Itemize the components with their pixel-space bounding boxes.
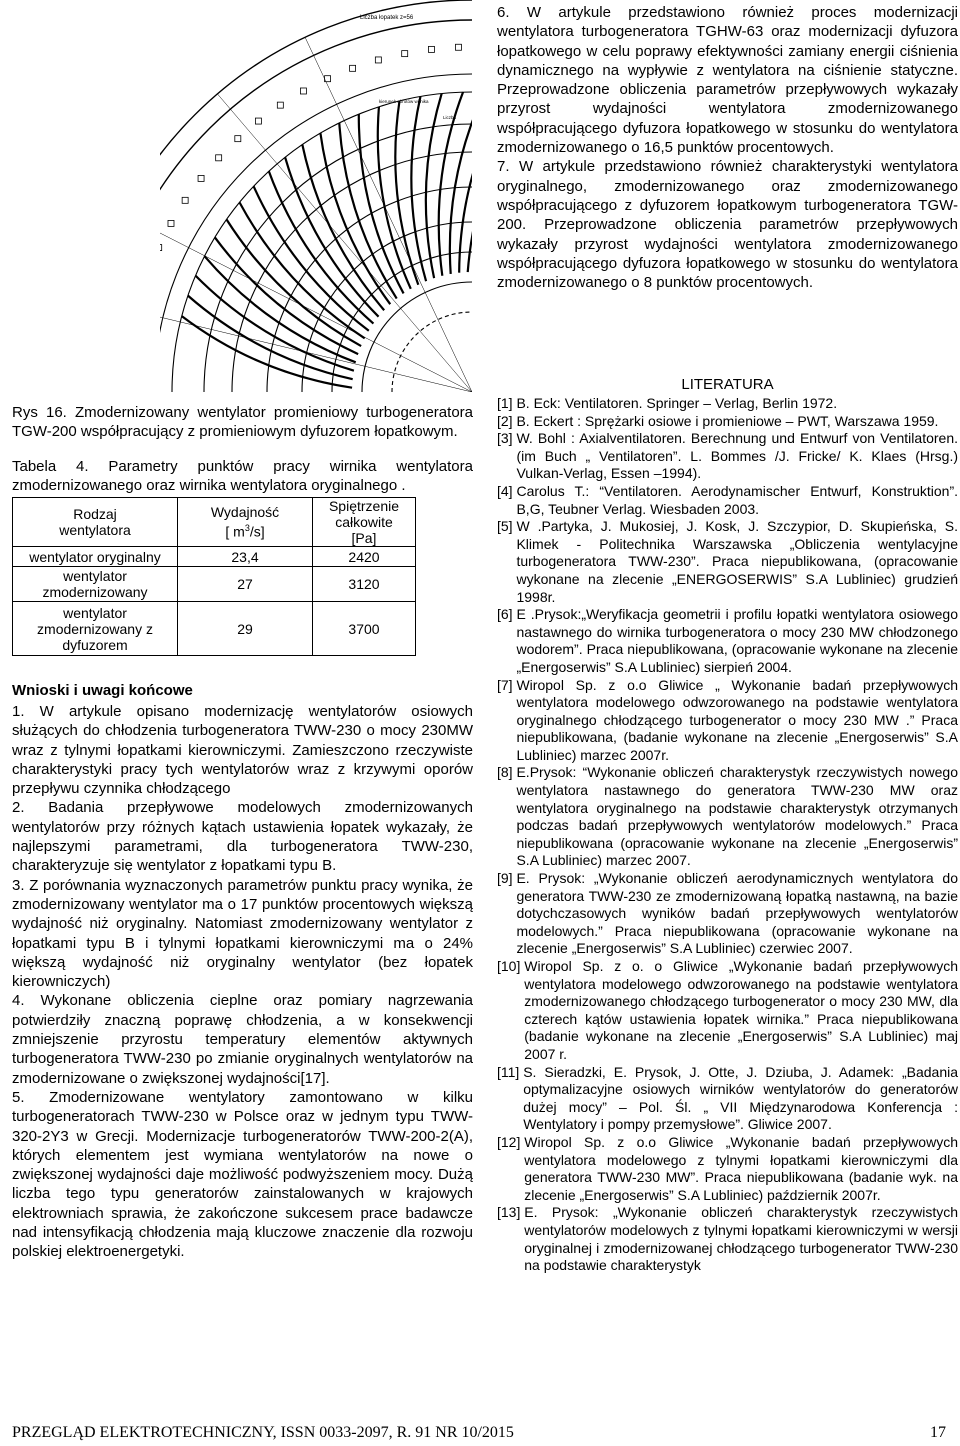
- right-column-conclusions: [497, 3, 958, 292]
- reference-number: [1]: [497, 395, 517, 411]
- figure-label-top: Liczba łopatek z=56: [360, 15, 414, 21]
- diffuser-blade: [302, 145, 384, 311]
- reference-text: S. Sieradzki, E. Prysok, J. Otte, J. Dziuba, J. Adamek: „Badania optymalizacyjne osiowych wirników wentylatorów do generatorów dużej mocy” – Pol. Śl. „ VII Międzynarodowa Konferencja : Wentylatory i pompy przemysłowe”. Gliwice 2007.: [523, 1063, 958, 1133]
- reference-text: E.Prysok: “Wykonanie obliczeń charakterystyk rzeczywistych nowego wentylatora nastawnego do generatora TWW-230 MW oraz wentylatora oryginalnego na podstawie charakterystyk otrzymanych podczas badań przepływowych wentylatorów modelowych.” Praca niepublikowana (opracowanie wykonane na zlecenie „Energoserwis” S.A Lubliniec) marzec 2007.: [516, 764, 958, 869]
- bolt-mark: [300, 88, 306, 94]
- dimension-line: [160, 300, 472, 392]
- reference-item: [497, 430, 958, 483]
- parameters-table: [12, 497, 416, 656]
- fan-diffuser-drawing: [160, 0, 472, 392]
- bolt-mark: [216, 155, 222, 161]
- page-number: 17: [930, 1424, 946, 1441]
- diffuser-blade: [254, 186, 369, 330]
- conclusions-list: [12, 702, 473, 1262]
- reference-number: [6]: [497, 606, 517, 623]
- reference-number: [11]: [497, 1063, 524, 1080]
- reference-text: W. Bohl : Axialventilatoren. Berechnung und Entwurf von Ventilatoren. (im Buch „ Ventilatoren”. L. Bommes /J. Fricke/ K. Klaes (Hrsg.) Vulkan-Verlag, Essen –1994).: [516, 430, 958, 482]
- bolt-mark: [198, 175, 204, 181]
- header-type: Rodzaj wentylatora: [13, 498, 178, 547]
- bolt-mark: [235, 136, 241, 142]
- table-caption: Tabela 4. Parametry punktów pracy wirnika wentylatora zmodernizowanego oraz wirnika wentylatora oryginalnego .: [12, 458, 473, 495]
- reference-number: [3]: [497, 430, 517, 447]
- bolt-mark: [277, 102, 283, 108]
- reference-text: Wiropol Sp. z o. o Gliwice „Wykonanie badań przepływowych wentylatora modelowego odwzorowanego na podstawie wentylatora zmodernizowanego chłodzącego turbogenerator o mocy 230 MW, dla czterech kątów ustawienia łopatek wirnika.” Praca niepublikowana (badanie wykonane na zlecenie „Energoserwis” S.A Lubliniec) maj 2007 r.: [524, 958, 958, 1062]
- conclusion-2: 2. Badania przepływowe modelowych zmodernizowanych wentylatorów przy różnych kątach ustawienia łopatek wykazały, że najlepszymi parametrami, dla turbogeneratora TWW-230, charakteryzuje się wentylator z łopatkami typu B.: [12, 799, 473, 875]
- dimension-line: [160, 214, 472, 392]
- reference-item: [497, 1134, 958, 1204]
- figure-caption: Rys 16. Zmodernizowany wentylator promieniowy turbogeneratora TGW-200 współpracujący z promieniowym dyfuzorem łopatkowym.: [12, 404, 473, 441]
- bolt-mark: [255, 118, 261, 124]
- diffuser-blade: [411, 96, 426, 281]
- reference-item: [497, 1064, 958, 1134]
- bolt-mark: [160, 245, 162, 251]
- reference-number: [9]: [497, 870, 517, 887]
- bolt-mark: [455, 44, 461, 50]
- table-row: wentylator zmodernizowany z dyfuzorem 29 3700: [13, 602, 416, 656]
- conclusion-3: 3. Z porównania wyznaczonych parametrów punktu pracy wynika, że zmodernizowany wentylator ma o 17 punktów procentowych większą wydajność niż oryginalny. Natomiast zmodernizowany wentylator z łopatkami typu B i tylnymi łopatkami kierowniczymi ma o 24% większą wydajność niż oryginalny wentylator (bez łopatek kierowniczych): [12, 876, 473, 991]
- reference-item: [497, 764, 958, 870]
- literature-heading: LITERATURA: [681, 376, 774, 393]
- reference-text: E. Prysok: „Wykonanie obliczeń aerodynamicznych wentylatora do generatora TWW-230 ze zmodernizowaną łopatką nastawną, na bazie dotychczasowych wyników badań przepływowych wentylatorów modelowych.” Praca niepublikowana (opracowanie wykonane na zlecenie „Energoserwis” S.A Lubliniec) czerwiec 2007.: [516, 870, 958, 957]
- diffuser-blade: [196, 276, 354, 371]
- reference-number: [4]: [497, 482, 517, 499]
- bolt-mark: [168, 220, 174, 226]
- references-list: [497, 395, 958, 1275]
- reference-item: [497, 1204, 958, 1274]
- reference-item: [497, 870, 958, 958]
- figure-label-rotation: kierunek obrotów wirnika: [379, 99, 429, 104]
- diffuser-arc: [362, 282, 472, 392]
- bolt-mark: [350, 65, 356, 71]
- reference-number: [5]: [497, 518, 517, 535]
- conclusion-1: 1. W artykule opisano modernizację wentylatorów osiowych służących do chłodzenia turbogeneratora TWW-230 o mocy 230MW wraz z tylnymi łopatkami kierowniczymi. Zamieszczono rzeczywiste charakterystyki pracy tych wentylatorów wraz z krzywymi oporów przepływu czynnika chłodzącego: [12, 703, 473, 798]
- conclusion-5: 5. Zmodernizowane wentylatory zamontowano w kilku turbogeneratorach TWW-230 w Polsce oraz w jednym typu TWW-320-2Y3 w Grecji. Modernizacje turbogeneratorów TWW-200-2(A), których elementem jest wymiana wentylatorów na nowe o zwiększonej wydajności daje możliwość podwyższeniem mocy. Dużą liczba tego typu generatorów zainstalowanych w krajowych elektrowniach sprawia, że zakończone sukcesem prace badawcze nad intensyfikacją chłodzenia mają kluczowe znaczenie dla rozwoju polskiej elektroenergetyki.: [12, 1088, 473, 1261]
- header-flow: Wydajność [ $m^3/s$]: [178, 498, 313, 547]
- reference-number: [8]: [497, 764, 517, 781]
- reference-text: Wiropol Sp. z o.o Gliwice „Wykonanie badań przepływowych wentylatora modelowego z tylnymi łopatkami kierowniczymi dla generatora TWW-230 MW”. Praca niepublikowana (badanie wyk. na zlecenie „Energoserwis” S.A Lubliniec) październik 2007r.: [524, 1133, 958, 1203]
- bolt-mark: [182, 197, 188, 203]
- diffuser-arc: [392, 312, 472, 392]
- table-header-row: [13, 498, 416, 547]
- bolt-mark: [375, 57, 381, 63]
- reference-text: Wiropol Sp. z o.o Gliwice „ Wykonanie badań przepływowych wentylatora modelowego odwzorowanego na podstawie wentylatora oryginalnego chłodzącego turbogenerator o mocy 230 MW .” Praca niepublikowana, (badanie wykonane na zlecenie „Energoserwis” S.A Lubliniec) marzec 2007r.: [516, 676, 958, 763]
- reference-item: [497, 395, 958, 413]
- reference-text: E. Prysok: „Wykonanie obliczeń charakterystyk rzeczywistych wentylatorów modelowych z tylnymi łopatkami kierowniczymi w wersji oryginalnej i zmodernizowanej chłodzącego turbogenerator TWW-230 na podstawie charakterystyk: [524, 1204, 958, 1274]
- journal-footer: PRZEGLĄD ELEKTROTECHNICZNY, ISSN 0033-2097, R. 91 NR 10/2015: [12, 1424, 514, 1441]
- figure-label-right: Liczba: [443, 115, 457, 120]
- table-row: wentylator oryginalny 23,4 2420: [13, 547, 416, 567]
- reference-item: [497, 606, 958, 676]
- reference-item: [497, 483, 958, 518]
- conclusions-heading: Wnioski i uwagi końcowe: [12, 682, 193, 699]
- reference-text: B. Eck: Ventilatoren. Springer – Verlag, Berlin 1972.: [516, 395, 838, 411]
- header-pressure: Spiętrzenie całkowite [Pa]: [313, 498, 416, 547]
- reference-number: [12]: [497, 1133, 525, 1150]
- diffuser-arc: [302, 222, 472, 392]
- reference-text: W .Partyka, J. Mukosiej, J. Kosk, J. Szczypior, D. Skupieńska, S. Klimek - Politechnika Warszawska „Obliczenia wentylacyjne turbogeneratora TWW-230”. Praca niepublikowana, (opracowanie wykonane na zlecenie „ENERGOSERWIS” S.A Lubliniec) grudzień 1998r.: [516, 518, 958, 605]
- reference-number: [10]: [497, 958, 525, 974]
- conclusion-7: 7. W artykule przedstawiono również charakterystyki wentylatora oryginalnego, zmodernizowanego oraz zmodernizowanego współpracującego z dyfuzorem łopatkowym turbogeneratora TGW-200. Przeprowadzone obliczenia parametrów przepływowych wykazały przyrost wydajności wentylatora zmodernizowanego współpracującego dyfuzora łopatkowego w stosunku do wentylatora zmodernizowanego o 8 punktów procentowych.: [497, 158, 958, 292]
- reference-item: [497, 413, 958, 431]
- conclusion-6: 6. W artykule przedstawiono również proces modernizacji wentylatora turbogeneratora TGHW-63 oraz modernizacji dyfuzora łopatkowego w celu poprawy efektywności zamiany energii ciśnienia dynamicznego na wypływie z wentylatora na ciśnienie statyczne. Przeprowadzone obliczenia parametrów przepływowych wykazały przyrost wydajności wentylatora zmodernizowanego współpracującego dyfuzora łopatkowego w stosunku do wentylatora zmodernizowanego o 16,5 punktów procentowych.: [497, 4, 958, 157]
- bolt-mark: [428, 46, 434, 52]
- reference-text: E .Prysok:„Weryfikacja geometrii i profilu łopatki wentylatora osiowego nastawnego do wirnika turbogeneratora o mocy 230 MW chłodzonego wodorem”. Praca niepublikowana, (opracowanie wykonane na zlecenie „Energoserwis” S.A Lubliniec) sierpień 2004.: [516, 606, 958, 675]
- reference-number: [13]: [497, 1204, 525, 1221]
- bolt-mark: [402, 51, 408, 57]
- reference-item: [497, 958, 958, 1064]
- reference-text: Carolus T.: “Ventilatoren. Aerodynamischer Entwurf, Konstruktion”. B,G, Teubner Verlag. Wiesbaden 2003.: [516, 482, 958, 517]
- reference-item: [497, 677, 958, 765]
- reference-number: [7]: [497, 676, 517, 693]
- reference-text: B. Eckert : Sprężarki osiowe i promieniowe – PWT, Warszawa 1959.: [516, 412, 939, 429]
- conclusion-4: 4. Wykonane obliczenia cieplne oraz pomiary nagrzewania potwierdziły znaczną poprawę chłodzenia, a w konsekwencji zmniejszenie przyrostu temperatury elementów aktywnych turbogeneratora TWW-230 po zmianie oryginalnych wentylatorów na zmodernizowane o zwiększonej wydajności[17].: [12, 992, 473, 1087]
- diffuser-blade: [215, 237, 358, 354]
- diffuser-blade: [269, 171, 374, 323]
- table-row: wentylator zmodernizowany 27 3120: [13, 567, 416, 602]
- reference-number: [2]: [497, 412, 517, 429]
- reference-item: [497, 518, 958, 606]
- diffuser-arc: [267, 187, 472, 392]
